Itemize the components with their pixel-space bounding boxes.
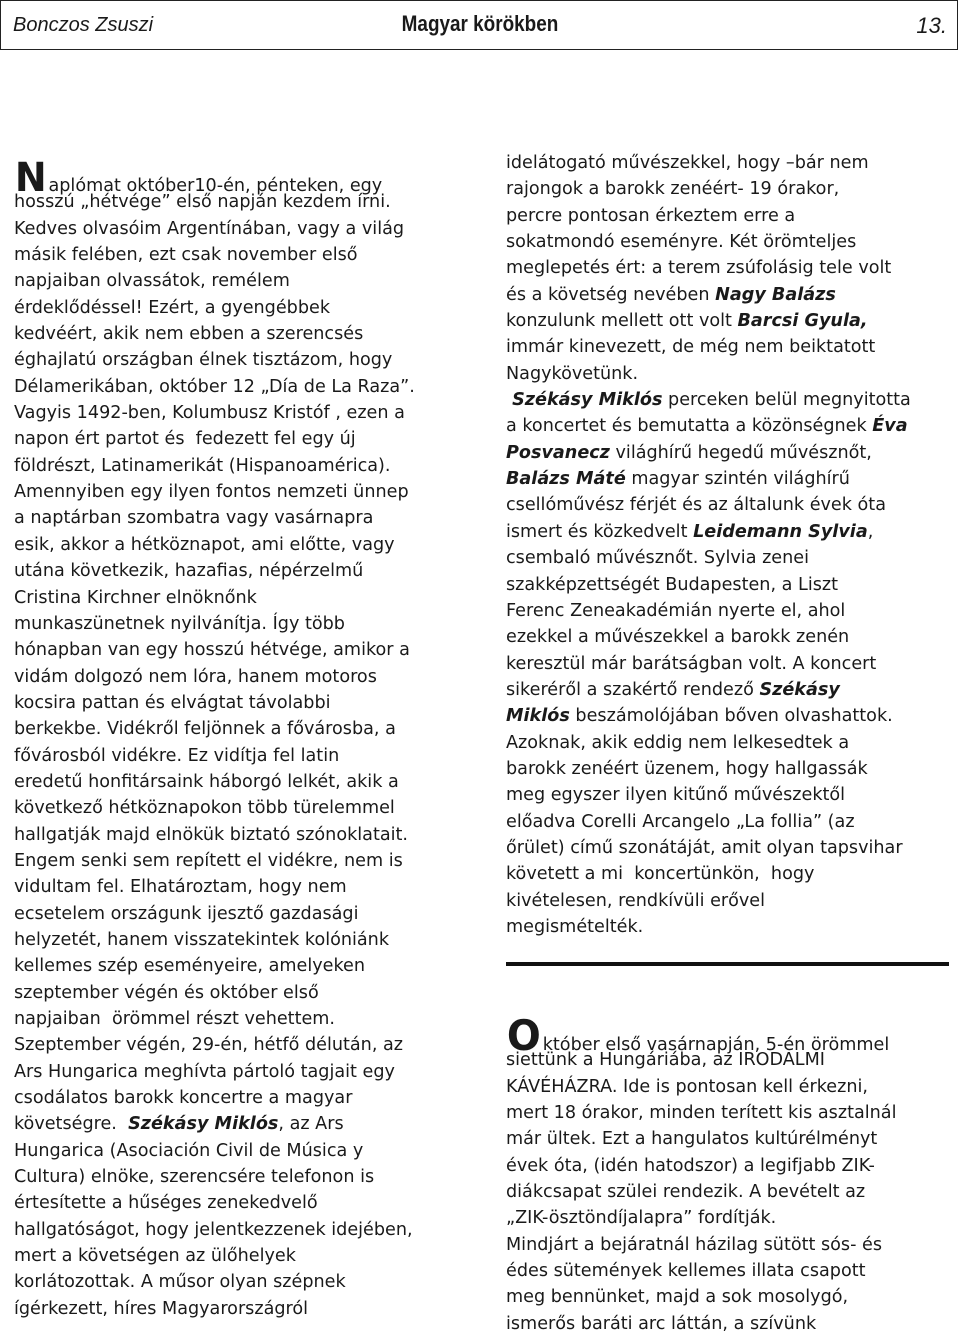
text-line: másik felében, ezt csak november első (14, 245, 358, 266)
text-line: immár kinevezett, de még nem beiktatott (506, 337, 876, 358)
person-name: Székásy Miklós (506, 390, 663, 411)
text-line: érdeklődéssel! Ezért, a gyengébbek (14, 297, 331, 318)
text-line: követett a mi koncertünkön, hogy (506, 864, 815, 885)
text-line: ismerős baráti arc láttán, a szívünk (506, 1313, 817, 1334)
text-line: munkaszünetnek nyilvánítja. Így több (14, 613, 345, 634)
text-line: megismételték. (506, 916, 644, 937)
text-line: korlátozottak. A műsor olyan szépnek (14, 1272, 346, 1293)
right-column-second-article (506, 1011, 954, 1337)
text-line: siettünk a Hungáriába, az IRODALMI (506, 1050, 825, 1071)
text-line: szakképzettségét Budapesten, a Liszt (506, 574, 839, 595)
text-line: Azoknak, akik eddig nem lelkesedtek a (506, 732, 850, 753)
text-line: percre pontosan érkeztem erre a (506, 205, 796, 226)
text-line: Miklós beszámolójában bőven olvashattok. (506, 706, 893, 727)
text-line: Balázs Máté magyar szintén világhírű (506, 469, 850, 490)
text-line: Délamerikában, október 12 „Día de La Raza”. (14, 376, 415, 397)
text-line: ecsetelem országunk ijesztő gazdasági (14, 903, 359, 924)
text-line: szeptember végén és október első (14, 982, 319, 1003)
person-name: Barcsi Gyula, (737, 311, 868, 332)
text-line: esik, akkor a hétköznapot, ami előtte, vagy (14, 534, 395, 555)
text-line: utána következik, hazafias, népérzelmű (14, 561, 364, 582)
text-line: hónapban van egy hosszú hétvége, amikor a (14, 640, 410, 661)
text-line: barokk zenéért üzenem, hogy hallgassák (506, 758, 868, 779)
text-line: következő hétköznapokon több türelemmel (14, 798, 395, 819)
person-name: Székásy Miklós (128, 1114, 279, 1135)
text-line: diákcsapat szülei rendezik. A bevételt az (506, 1182, 866, 1203)
text-line: sikeréről a szakértő rendező Székásy (506, 679, 840, 700)
text-line: kellemes szép eseményeire, amelyeken (14, 956, 366, 977)
text-line: már ültek. Ezt a hangulatos kultúrélményt (506, 1129, 878, 1150)
person-name: Leidemann Sylvia (693, 521, 868, 542)
text-line: kocsira pattan és elvágtat távolabbi (14, 692, 331, 713)
text-line: Október első vasárnapján, 5-én örömmel (506, 1011, 890, 1060)
text-line: évek óta, (idén hatodszor) a legifjabb ZIK- (506, 1155, 875, 1176)
text-line: édes sütemények kellemes illata csapott (506, 1261, 866, 1282)
text-line: éghajlatú országban élnek tisztázom, hogy (14, 350, 393, 371)
page-header (0, 0, 958, 50)
text-line: helyzetét, hanem visszatekintek kolóniánk (14, 929, 390, 950)
text-line: vidultam fel. Elhatároztam, hogy nem (14, 877, 347, 898)
text-line: hallgatják majd elnökük biztató szónoklatait. (14, 824, 409, 845)
text-line: rajongok a barokk zenéért- 19 órakor, (506, 179, 840, 200)
person-name: Posvanecz (506, 442, 610, 463)
text-line: kedvéért, akik nem ebben a szerencsés (14, 324, 364, 345)
page-number: 13. (916, 13, 947, 38)
text-line: keresztül már barátságban volt. A koncert (506, 653, 877, 674)
text-line: követségre. Székásy Miklós, az Ars (14, 1114, 344, 1135)
text-line: berkekbe. Vidékről feljönnek a fővárosba, a (14, 719, 396, 740)
person-name: Balázs Máté (506, 469, 626, 490)
text-line: földrészt, Latinamerikát (Hispanoamérica). (14, 455, 391, 476)
text-line: meglepetés ért: a terem zsúfolásig tele volt (506, 258, 892, 279)
text-line: Ars Hungarica meghívta pártoló tagjait egy (14, 1061, 395, 1082)
text-line: csellóművész férjét és az általunk évek óta (506, 495, 886, 516)
text-line: Engem senki sem repített el vidékre, nem is (14, 850, 403, 871)
text-line: KÁVÉHÁZRA. Ide is pontosan kell érkezni, (506, 1076, 868, 1097)
left-column (14, 155, 454, 1322)
text-line: csembaló művésznőt. Sylvia zenei (506, 548, 809, 569)
right-column (506, 150, 954, 940)
text-line: Mindjárt a bejáratnál házilag sütött sós- és (506, 1234, 883, 1255)
text-line: Posvanecz világhírű hegedű művésznőt, (506, 442, 872, 463)
header-author: Bonczos Zsuszi (13, 14, 154, 36)
drop-cap: N (14, 155, 47, 201)
text-line: mert a követségen az ülőhelyek (14, 1246, 296, 1267)
text-line: előadva Corelli Arcangelo „La follia” (az (506, 811, 855, 832)
text-line: csodálatos barokk koncertre a magyar (14, 1088, 353, 1109)
text-line: a naptárban szombatra vagy vasárnapra (14, 508, 374, 529)
person-name: Éva (872, 416, 908, 437)
text-line: ismert és közkedvelt Leidemann Sylvia, (506, 521, 874, 542)
text-line: Amennyiben egy ilyen fontos nemzeti ünnep (14, 482, 409, 503)
text-line: Cristina Kirchner elnöknőnk (14, 587, 257, 608)
person-name: Székásy (759, 679, 840, 700)
text-line: Szeptember végén, 29-én, hétfő délután, az (14, 1035, 404, 1056)
text-line: kivételesen, rendkívüli erővel (506, 890, 766, 911)
section-divider (506, 962, 949, 966)
text-line: értesítette a hűséges zenekedvelő (14, 1193, 318, 1214)
text-line: vidám dolgozó nem lóra, hanem motoros (14, 666, 377, 687)
text-line: sokatmondó eseményre. Két örömteljes (506, 232, 857, 253)
text-line: „ZIK-ösztöndíjalapra” fordítják. (506, 1208, 777, 1229)
text-line: konzulunk mellett ott volt Barcsi Gyula, (506, 311, 868, 332)
text-line: Hungarica (Asociación Civil de Música y (14, 1140, 364, 1161)
text-line: napon ért partot és fedezett fel egy új (14, 429, 356, 450)
text-line: a koncertet és bemutatta a közönségnek Éva (506, 416, 908, 437)
text-line: Kedves olvasóim Argentínában, vagy a világ (14, 218, 405, 239)
text-line: ezekkel a művészekkel a barokk zenén (506, 627, 850, 648)
text-line: idelátogató művészekkel, hogy –bár nem (506, 153, 869, 173)
text-line: napjaiban olvassátok, remélem (14, 271, 290, 292)
text-line: Székásy Miklós perceken belül megnyitotta (506, 390, 911, 411)
text-line: napjaiban örömmel részt vehettem. (14, 1009, 336, 1029)
text-line: Cultura) elnöke, szerencsére telefonon is (14, 1167, 375, 1188)
text-line: eredetű honfitársaink háborgó lelkét, akik a (14, 771, 399, 792)
text-line: Vagyis 1492-ben, Kolumbusz Kristóf , ezen a (14, 403, 405, 424)
text-line: hosszú „hétvége” első napján kezdem írni. (14, 192, 391, 213)
text-line: fővárosból vidékre. Ez vidítja fel latin (14, 745, 340, 766)
text-line: és a követség nevében Nagy Balázs (506, 284, 836, 305)
text-line: Nagykövetünk. (506, 363, 639, 384)
drop-cap: O (506, 1011, 541, 1060)
person-name: Nagy Balázs (715, 284, 836, 305)
person-name: Miklós (506, 706, 570, 727)
text-line: ígérkezett, híres Magyarországról (14, 1298, 309, 1319)
text-line: meg bennünket, majd a sok mosolygó, (506, 1287, 849, 1308)
text-line: Naplómat október10-én, pénteken, egy (14, 155, 383, 201)
text-line: meg egyszer ilyen kitűnő művészektől (506, 785, 846, 806)
header-title: Magyar körökben (401, 11, 559, 36)
text-line: mert 18 órakor, minden terített kis asztalnál (506, 1103, 897, 1124)
text-line: Ferenc Zeneakadémián nyerte el, ahol (506, 600, 846, 621)
text-line: őrület) című szonátáját, amit olyan tapsvihar (506, 837, 903, 858)
text-line: hallgatóságot, hogy jelentkezzenek idejében, (14, 1219, 413, 1240)
